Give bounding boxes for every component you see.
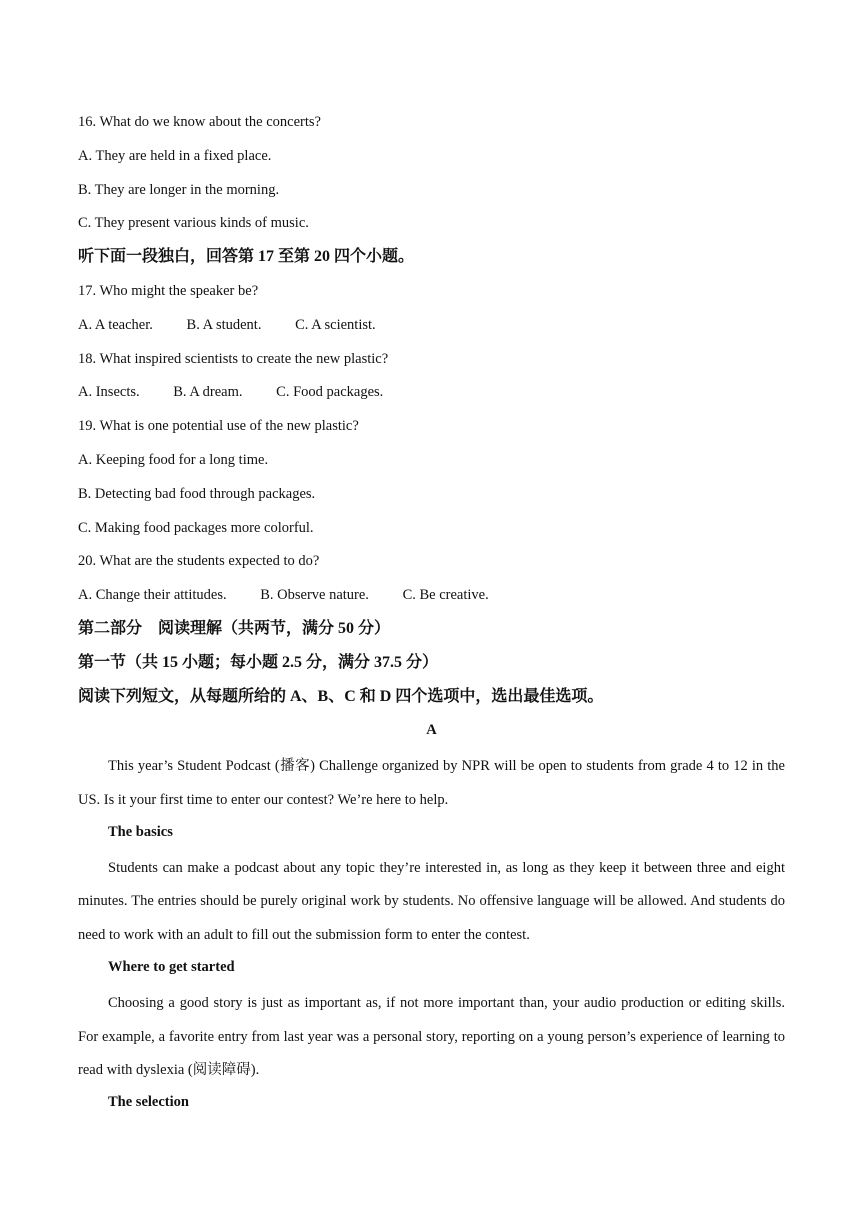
option-17b: B. A student.	[186, 316, 262, 333]
option-20b: B. Observe nature.	[260, 587, 369, 604]
paragraph-get-started: Choosing a good story is just as important as, if not more important than, your audio production or editing skills. For example, a favorite entry from last year was a personal story, reporting on a young person’s experience of learning to read with dyslexia (阅读障碍).	[78, 994, 785, 1079]
option-20c: C. Be creative.	[402, 587, 489, 604]
option-18c: C. Food packages.	[276, 384, 384, 401]
question-18: 18. What inspired scientists to create the new plastic?	[78, 350, 389, 367]
options-20	[78, 581, 785, 615]
passage-letter: A	[426, 722, 437, 739]
option-17a: A. A teacher.	[78, 316, 153, 333]
option-20a: A. Change their attitudes.	[78, 587, 227, 604]
question-20: 20. What are the students expected to do?	[78, 553, 320, 570]
options-17	[78, 311, 785, 345]
heading-selection: The selection	[108, 1094, 189, 1111]
option-19c: C. Making food packages more colorful.	[78, 519, 314, 536]
option-16a: A. They are held in a fixed place.	[78, 147, 272, 164]
option-18b: B. A dream.	[173, 384, 243, 401]
reading-instruction: 阅读下列短文，从每题所给的 A、B、C 和 D 四个选项中，选出最佳选项。	[78, 687, 604, 705]
option-16b: B. They are longer in the morning.	[78, 181, 280, 198]
option-19a: A. Keeping food for a long time.	[78, 451, 269, 468]
options-18	[78, 378, 785, 412]
question-19: 19. What is one potential use of the new plastic?	[78, 418, 359, 435]
paragraph-basics: Students can make a podcast about any topic they’re interested in, as long as they keep it between three and eight minutes. The entries should be purely original work by students. No offensive language will be allowed. And students do need to work with an adult to fill out the submission form to enter the contest.	[78, 859, 785, 944]
question-17: 17. Who might the speaker be?	[78, 282, 259, 299]
option-16c: C. They present various kinds of music.	[78, 215, 309, 232]
exam-page	[78, 108, 785, 1122]
question-16: 16. What do we know about the concerts?	[78, 114, 321, 130]
option-17c: C. A scientist.	[295, 316, 376, 333]
section-instruction-17-20: 听下面一段独白，回答第 17 至第 20 四个小题。	[78, 248, 415, 266]
heading-get-started: Where to get started	[108, 958, 235, 975]
section1-title: 第一节（共 15 小题；每小题 2.5 分，满分 37.5 分）	[78, 653, 439, 671]
heading-basics: The basics	[108, 823, 173, 840]
passage-intro: This year’s Student Podcast (播客) Challenge organized by NPR will be open to students from grade 4 to 12 in the US. Is it your first time to enter our contest? We’re here to help.	[78, 758, 785, 808]
part2-title: 第二部分 阅读理解（共两节，满分 50 分）	[78, 619, 391, 637]
option-19b: B. Detecting bad food through packages.	[78, 485, 316, 502]
option-18a: A. Insects.	[78, 384, 140, 401]
